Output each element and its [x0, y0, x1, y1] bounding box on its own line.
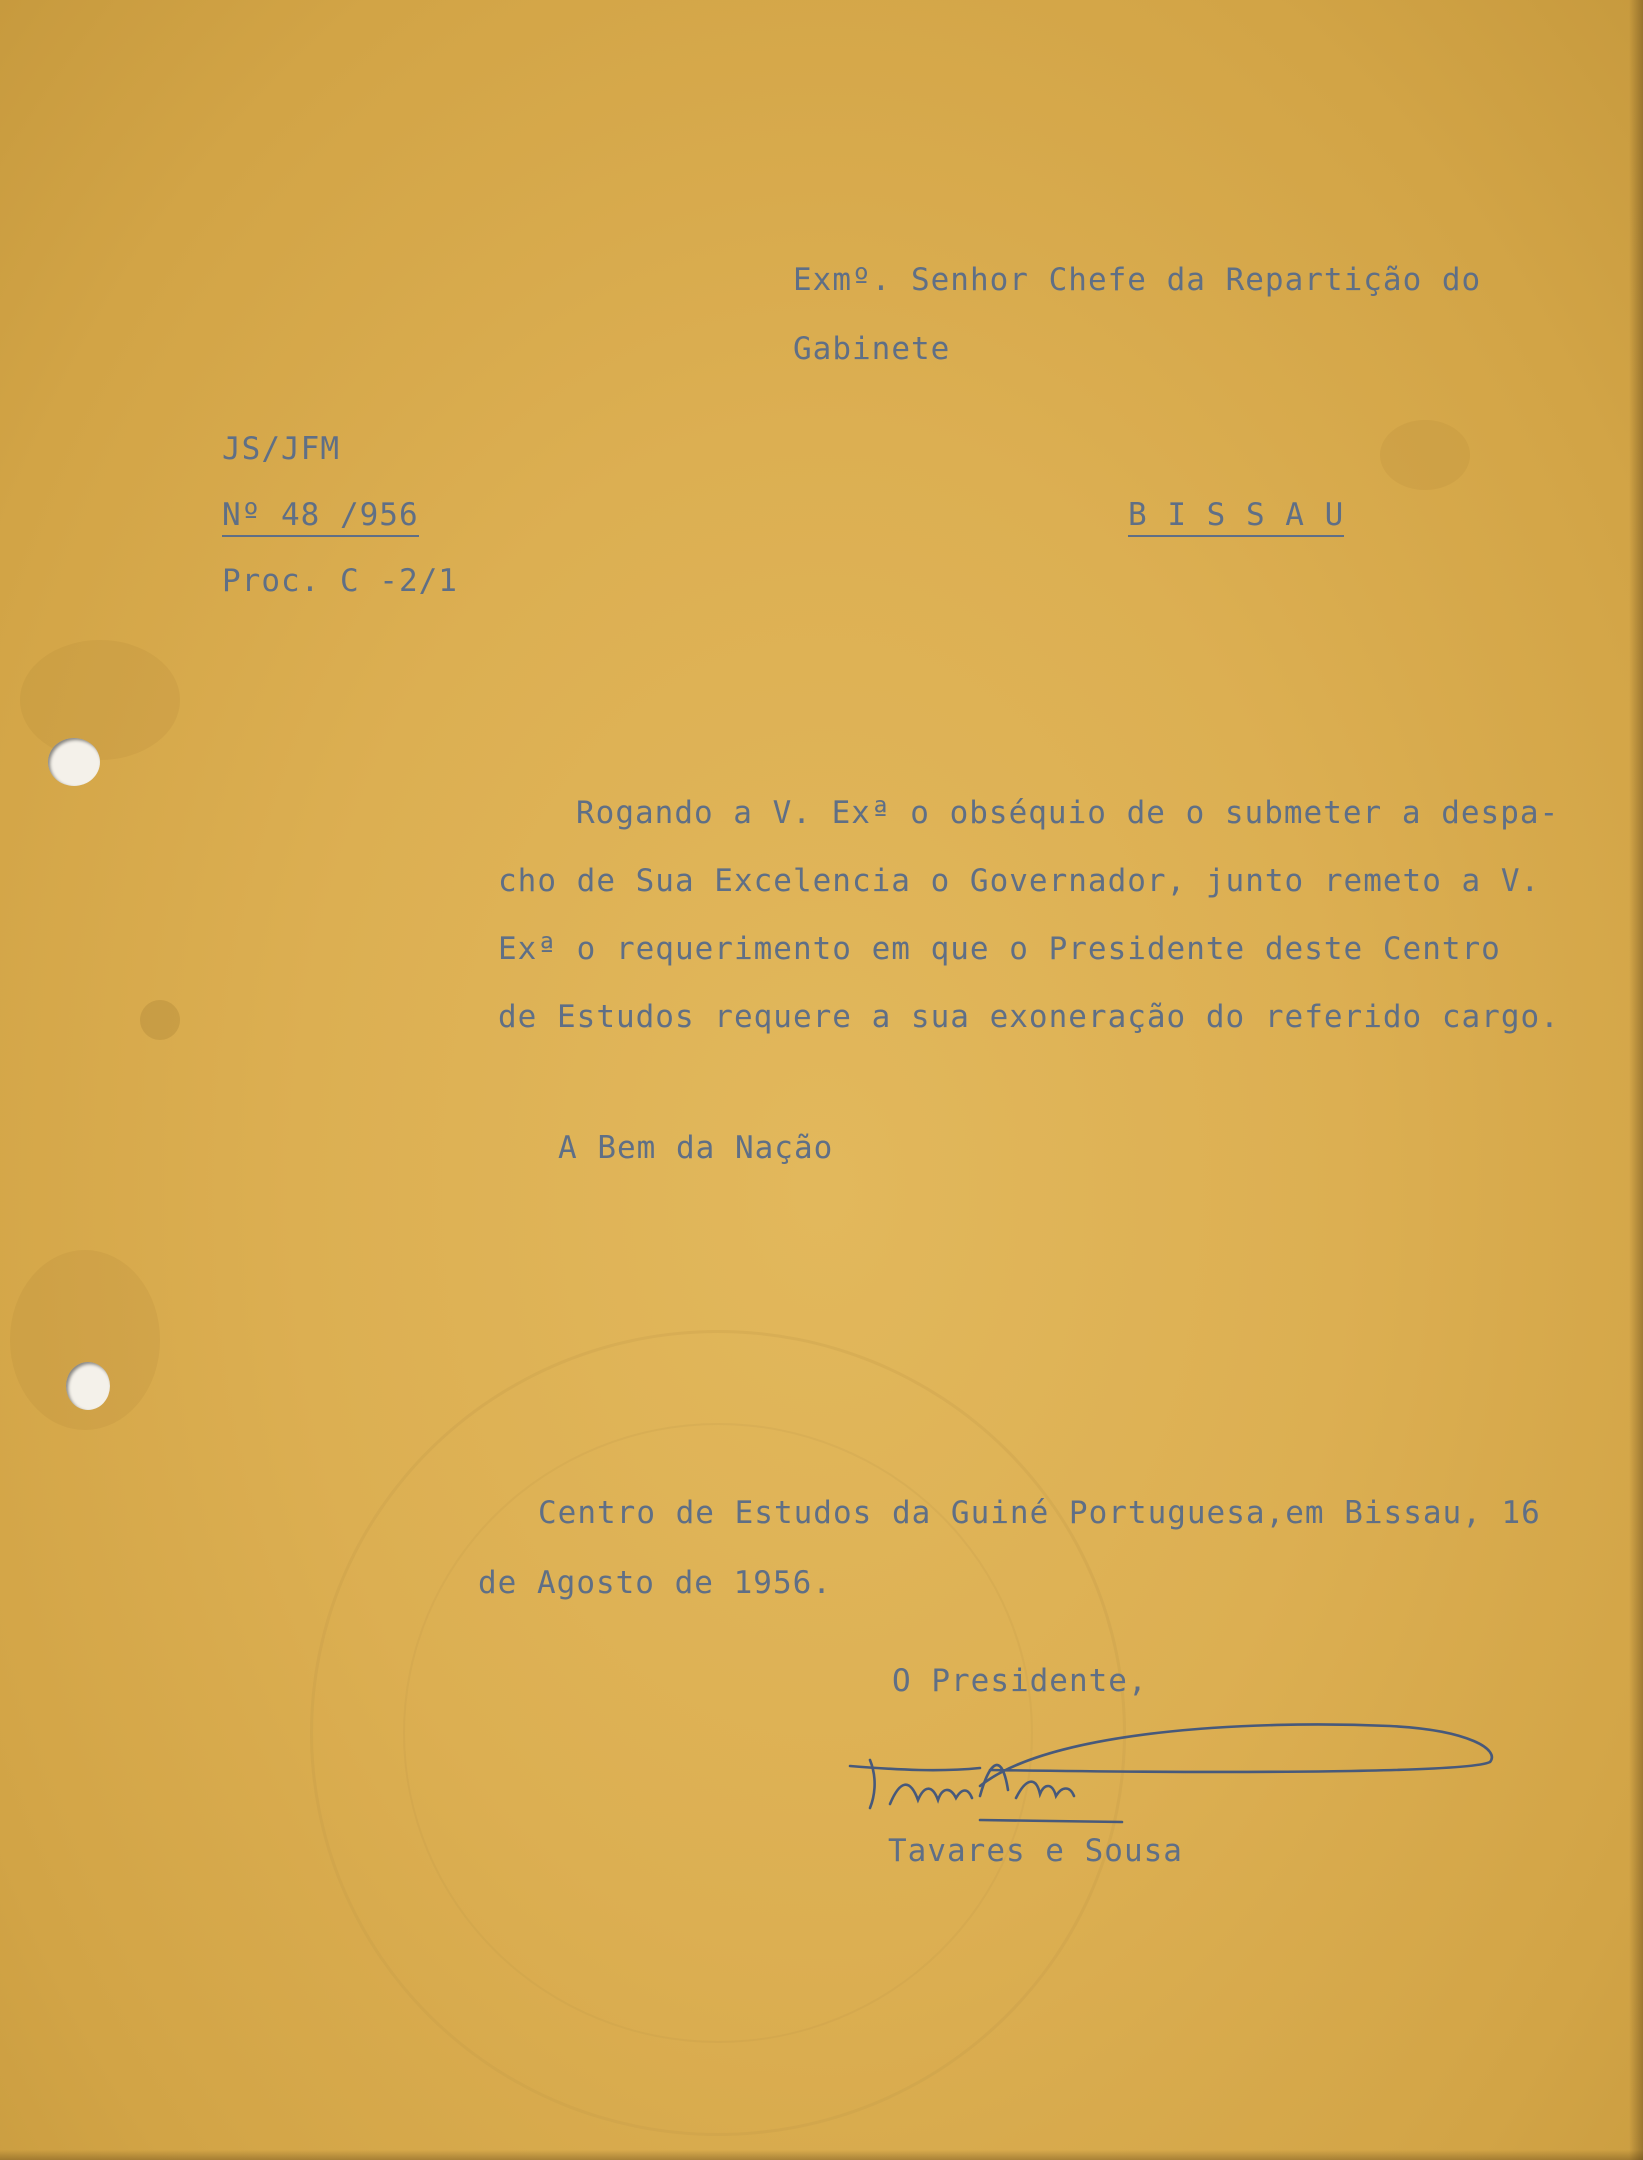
- reference-number: Nº 48 /956: [222, 500, 419, 537]
- body-line-3: Exª o requerimento em que o Presidente deste Centro: [498, 931, 1501, 967]
- addressee-line-2: Gabinete: [793, 331, 951, 367]
- paper-stain: [140, 1000, 180, 1040]
- handwritten-signature: [830, 1700, 1510, 1840]
- closing-salutation: A Bem da Nação: [558, 1130, 834, 1166]
- body-line-1: Rogando a V. Exª o obséquio de o submeter a despa-: [576, 795, 1560, 831]
- place-date-line-2: de Agosto de 1956.: [478, 1565, 832, 1601]
- addressee-line-1: Exmº. Senhor Chefe da Repartição do: [793, 262, 1482, 298]
- punch-hole: [48, 738, 100, 786]
- signatory-name: Tavares e Sousa: [888, 1833, 1183, 1869]
- process-reference: Proc. C -2/1: [222, 563, 458, 599]
- body-line-4: de Estudos requere a sua exoneração do referido cargo.: [498, 999, 1560, 1035]
- body-line-2: cho de Sua Excelencia o Governador, junto remeto a V.: [498, 863, 1541, 899]
- place-date-line-1: Centro de Estudos da Guiné Portuguesa,em Bissau, 16: [538, 1495, 1541, 1531]
- city-heading: B I S S A U: [1128, 500, 1344, 537]
- paper-stain: [20, 640, 180, 760]
- reference-initials: JS/JFM: [222, 431, 340, 467]
- punch-hole: [66, 1362, 110, 1410]
- paper-stain: [1380, 420, 1470, 490]
- page-edge-shadow: [0, 2150, 1643, 2160]
- signatory-title: O Presidente,: [892, 1663, 1148, 1699]
